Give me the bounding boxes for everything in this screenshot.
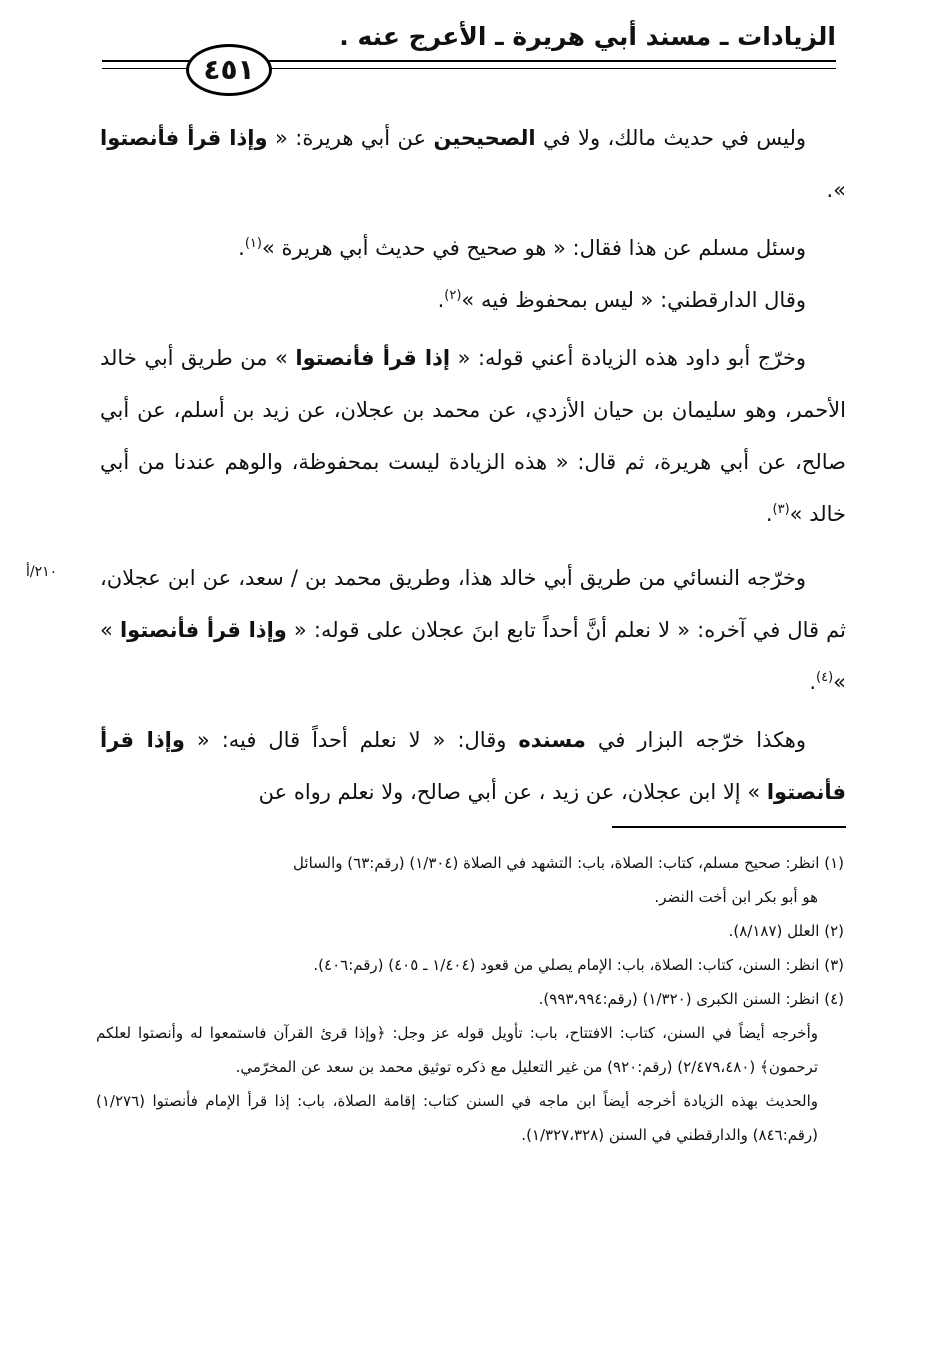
main-text (100, 112, 846, 818)
bold-term: الصحيحين (433, 126, 536, 150)
footnote-4: (٤) انظر: السنن الكبرى (١/٣٢٠) (رقم:٩٩٣،٩٩٤). (538, 990, 844, 1008)
footnote-ref: (١) (244, 236, 262, 251)
footnote-ref: (٣) (772, 502, 790, 517)
running-header-title: الزيادات ـ مسند أبي هريرة ـ الأعرج عنه . (339, 22, 836, 51)
paragraph-2: وسئل مسلم عن هذا فقال: « هو صحيح في حديث أبي هريرة »$^{(١)}$. (238, 236, 806, 260)
footnote-separator (612, 826, 846, 828)
footnote-1: (١) انظر: صحيح مسلم، كتاب: الصلاة، باب: التشهد في الصلاة (١/٣٠٤) (رقم:٦٣) والسائل (293, 854, 844, 872)
footnote-4-continued-a: وأخرجه أيضاً في السنن، كتاب: الافتتاح، باب: تأويل قوله عز وجل: ﴿وإذا قرئ القرآن فاستمعوا له وأنصتوا لعلكم ترحمون﴾ (٢/٤٧٩،٤٨٠) (رقم:٩٢٠) من غير التعليل مع ذكره توثيق محمد بن سعد عن المخرّمي. (96, 1024, 818, 1076)
paragraph-5: وخرّجه النسائي من طريق أبي خالد هذا، وطريق محمد بن / سعد، عن ابن عجلان، ثم قال في آخره: « لا نعلم أنَّ أحداً تابع ابنَ عجلان على قوله: « وإذا قرأ فأنصتوا » »$^{(٤)}$. (100, 566, 846, 694)
page-number-badge: ٤٥١ (186, 44, 272, 96)
footnotes (96, 846, 844, 1152)
footnote-1-continued: هو أبو بكر ابن أخت النضر. (654, 888, 818, 906)
paragraph-6: وهكذا خرّجه البزار في مسنده وقال: « لا نعلم أحداً قال فيه: « وإذا قرأ فأنصتوا » إلا ابن عجلان، عن زيد ، عن أبي صالح، ولا نعلم رواه عن (100, 728, 846, 804)
paragraph-3: وقال الدارقطني: « ليس بمحفوظ فيه »$^{(٢)}$. (437, 288, 806, 312)
margin-manuscript-note: ٢١٠/أ (26, 564, 58, 580)
footnote-3: (٣) انظر: السنن، كتاب: الصلاة، باب: الإمام يصلي من قعود (١/٤٠٤ ـ ٤٠٥) (رقم:٤٠٦). (313, 956, 844, 974)
footnote-4-continued-b: والحديث بهذه الزيادة أخرجه أيضاً ابن ماجه في السنن كتاب: إقامة الصلاة، باب: إذا قرأ الإمام فأنصتوا (١/٢٧٦) (رقم:٨٤٦) والدارقطني في السنن (١/٣٢٧،٣٢٨). (96, 1092, 818, 1144)
bold-quote: وإذا قرأ فأنصتوا (100, 728, 846, 804)
footnote-ref: (٢) (444, 288, 462, 303)
bold-quote: وإذا قرأ فأنصتوا (100, 126, 268, 150)
paragraph-1: وليس في حديث مالك، ولا في الصحيحين عن أبي هريرة: « وإذا قرأ فأنصتوا ». (100, 126, 846, 202)
bold-quote: وإذا قرأ فأنصتوا (119, 618, 287, 642)
footnote-2: (٢) العلل (٨/١٨٧). (728, 922, 844, 940)
footnote-ref: (٤) (816, 670, 834, 685)
paragraph-4: وخرّج أبو داود هذه الزيادة أعني قوله: « إذا قرأ فأنصتوا » من طريق أبي خالد الأحمر، وهو سليمان بن حيان الأزدي، عن محمد بن عجلان، عن زيد بن أسلم، عن أبي صالح، عن أبي هريرة، ثم قال: « هذه الزيادة ليست بمحفوظة، والوهم عندنا من أبي خالد »$^{(٣)}$. (100, 346, 846, 526)
bold-term: مسنده (518, 728, 586, 752)
bold-quote: إذا قرأ فأنصتوا (295, 346, 451, 370)
